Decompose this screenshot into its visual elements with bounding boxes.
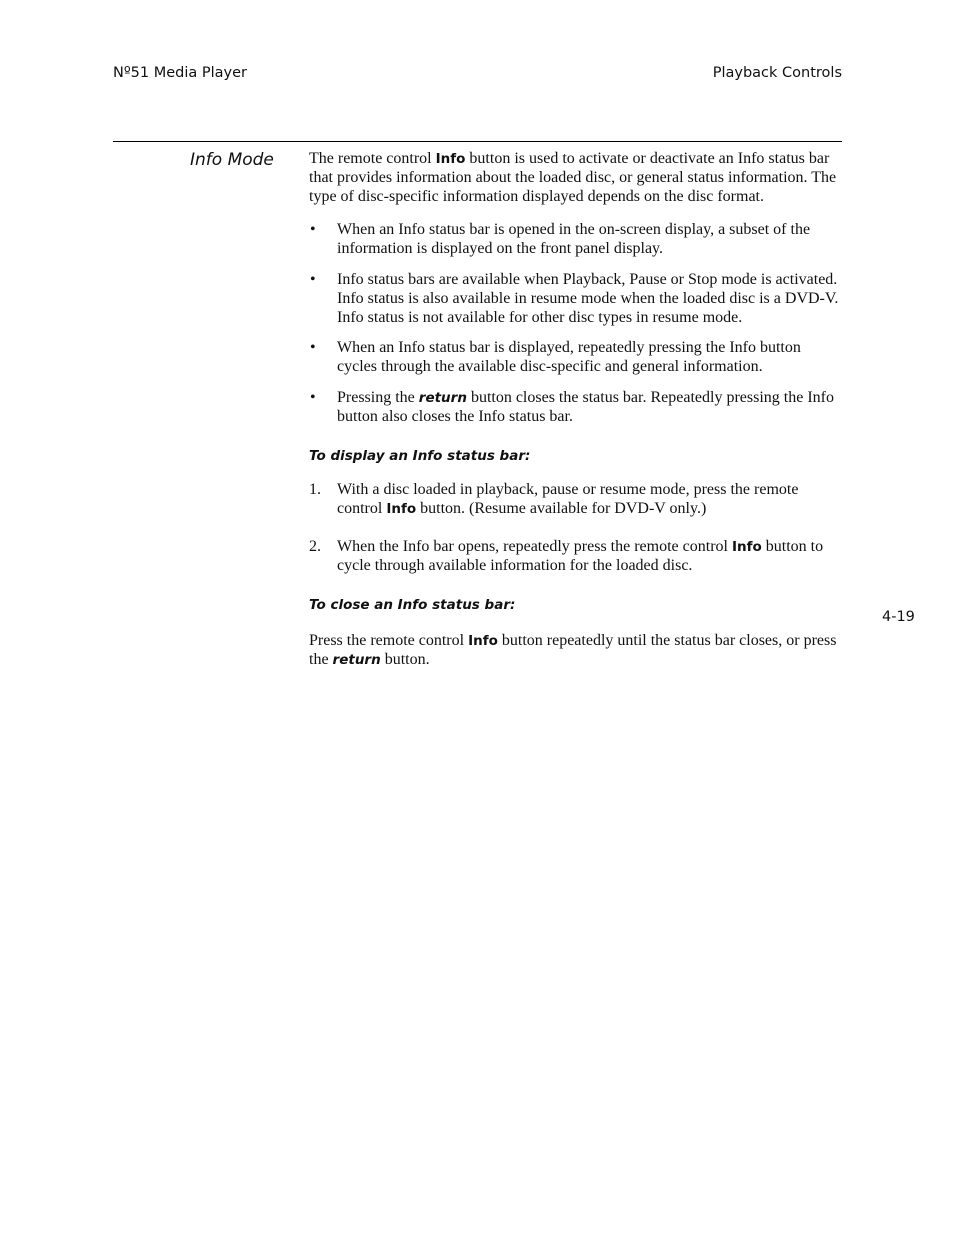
section-body xyxy=(309,150,842,670)
step-item: 2. When the Info bar opens, repeatedly press the remote control Info button to cycle through available information for the loaded disc. xyxy=(309,537,824,574)
keyword-info-button: Info xyxy=(731,538,762,555)
step-number: 2. xyxy=(309,537,321,555)
running-header-chapter: Playback Controls xyxy=(712,65,842,81)
section-divider xyxy=(113,141,842,142)
step-item: 1. With a disc loaded in playback, pause or resume mode, press the remote control Info button. (Resume available for DVD-V only.) xyxy=(309,481,799,518)
display-steps-list xyxy=(309,481,842,575)
intro-paragraph: The remote control Info button is used to activate or deactivate an Info status bar that provides information about the loaded disc, or general status information. The type of disc-specific information displayed depends on the disc format. xyxy=(309,150,837,205)
list-item: • When an Info status bar is opened in the on-screen display, a subset of the information is displayed on the front panel display. xyxy=(310,221,811,258)
list-item: • Pressing the return button closes the status bar. Repeatedly pressing the Info button also closes the Info status bar. xyxy=(310,388,834,425)
procedure-heading-close: To close an Info status bar: xyxy=(309,596,516,613)
running-header-product: Nº51 Media Player xyxy=(113,65,248,81)
list-item: • When an Info status bar is displayed, repeatedly pressing the Info button cycles through the available disc-specific and general information. xyxy=(310,339,801,376)
keyword-return-button: return xyxy=(332,652,381,669)
page-number: 4-19 xyxy=(882,609,915,625)
section-title: Info Mode xyxy=(190,150,274,170)
step-number: 1. xyxy=(309,481,321,499)
list-item: • Info status bars are available when Playback, Pause or Stop mode is activated. Info status is also available in resume mode when the loaded disc is a DVD-V. Info status is not available for other disc types in resume mode. xyxy=(310,270,839,326)
bullet-mark: • xyxy=(310,270,316,288)
procedure-heading-display: To display an Info status bar: xyxy=(309,447,531,464)
keyword-info-button: Info xyxy=(386,501,417,518)
bullet-mark: • xyxy=(310,339,316,357)
keyword-return-button: return xyxy=(418,389,467,406)
close-instructions: Press the remote control Info button repeatedly until the status bar closes, or press the return button. xyxy=(309,632,837,669)
bullet-mark: • xyxy=(310,388,316,406)
bullet-mark: • xyxy=(310,221,316,239)
keyword-info-button: Info xyxy=(468,633,498,650)
keyword-info-button: Info xyxy=(435,151,466,167)
info-notes-list xyxy=(309,221,842,426)
